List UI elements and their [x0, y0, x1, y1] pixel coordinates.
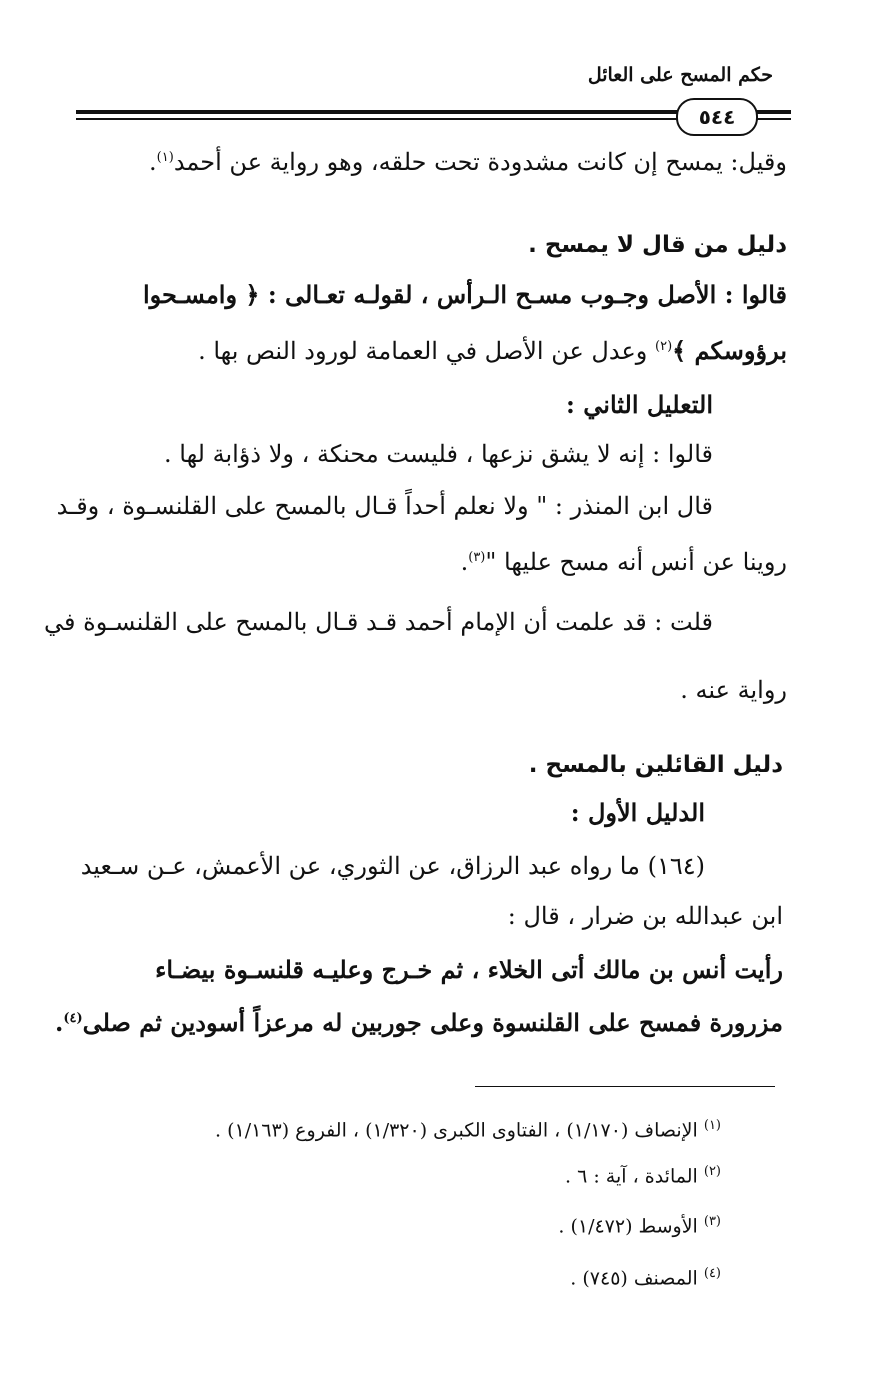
text-line-2: قالوا : الأصل وجـوب مسـح الـرأس ، لقولـه تعـالى : ﴿ وامسـحوا [142, 280, 787, 309]
text-line-3: برؤوسكم ﴾$^{(٢)}$ وعدل عن الأصل في العمامة لورود النص بها . [198, 336, 787, 365]
footnote-4: $^{(٤)}$ المصنف (٧٤٥) . [570, 1266, 721, 1290]
hadith-text-line-2: مزرورة فمسح على القلنسوة وعلى جوربين له مرعزاً أسودين ثم صلى$^{(٤)}$. [54, 1008, 783, 1037]
running-header-title: حكم المسح على العائل [587, 64, 773, 86]
footnote-3: $^{(٣)}$ الأوسط (١/٤٧٢) . [558, 1214, 721, 1238]
page-number-badge: ٥٤٤ [676, 98, 758, 136]
subheading-second-reason: التعليل الثاني : [566, 390, 713, 419]
section-heading-wipe: دليل القائلين بالمسح . [528, 752, 783, 778]
section-heading-no-wipe: دليل من قال لا يمسح . [528, 232, 787, 258]
hadith-text-line-1: رأيت أنس بن مالك أتى الخلاء ، ثم خـرج وعليـه قلنسـوة بيضـاء [155, 955, 783, 984]
hadith-chain-line-2: ابن عبدالله بن ضرار ، قال : [507, 902, 783, 930]
text-line-6: روينا عن أنس أنه مسح عليها "$^{(٣)}$. [460, 548, 787, 576]
text-line-8: رواية عنه . [680, 676, 787, 704]
text-line-7: قلت : قد علمت أن الإمام أحمد قـد قـال بالمسح على القلنسـوة في [44, 608, 713, 636]
footnote-2: $^{(٢)}$ المائدة ، آية : ٦ . [564, 1164, 721, 1188]
text-line-1: وقيل: يمسح إن كانت مشدودة تحت حلقه، وهو رواية عن أحمد$^{(١)}$. [149, 148, 787, 176]
footnote-1: $^{(١)}$ الإنصاف (١/١٧٠) ، الفتاوى الكبرى (١/٣٢٠) ، الفروع (١/١٦٣) . [215, 1118, 721, 1142]
text-line-4: قالوا : إنه لا يشق نزعها ، فليست محنكة ، ولا ذؤابة لها . [164, 440, 713, 468]
text-line-5: قال ابن المنذر : " ولا نعلم أحداً قـال بالمسح على القلنسـوة ، وقـد [56, 492, 713, 520]
subheading-first-evidence: الدليل الأول : [570, 798, 705, 827]
footnote-separator [475, 1086, 775, 1087]
hadith-chain-line-1: (١٦٤) ما رواه عبد الرزاق، عن الثوري، عن الأعمش، عـن سـعيد [80, 852, 705, 880]
